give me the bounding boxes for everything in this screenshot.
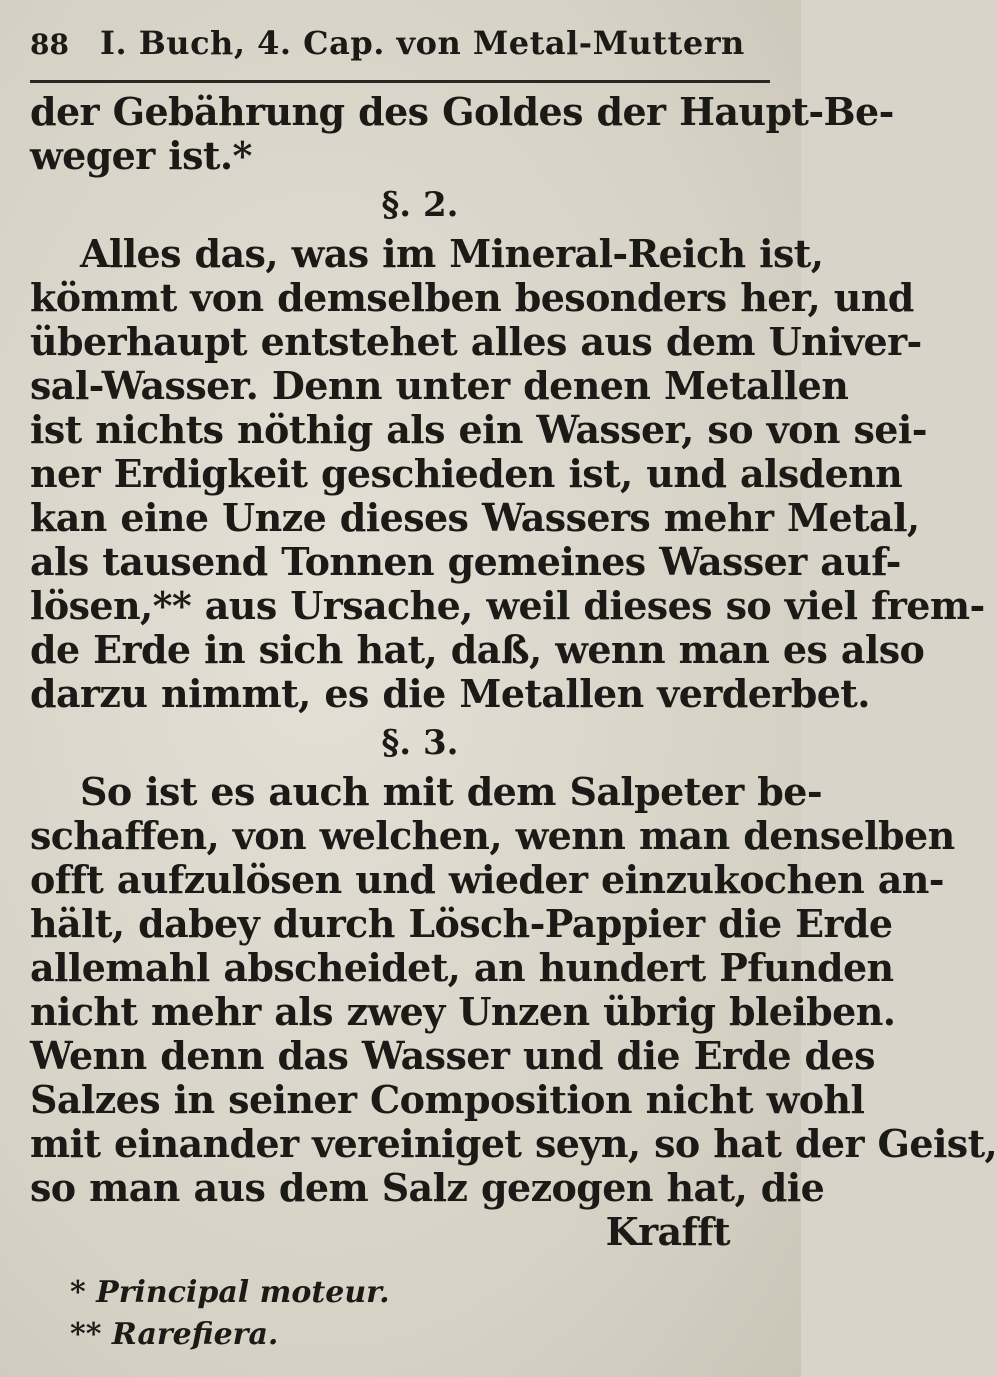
page-number: 88 xyxy=(30,28,69,61)
text-line: sal-Wasser. Denn unter denen Metallen xyxy=(30,363,849,408)
text-line: Wenn denn das Wasser und die Erde des xyxy=(30,1033,875,1078)
catchword: Krafft xyxy=(605,1209,730,1254)
text-line: Salzes in seiner Composition nicht wohl xyxy=(30,1077,865,1122)
text-line: kan eine Unze dieses Wassers mehr Metal, xyxy=(30,495,920,540)
text-line: darzu nimmt, es die Metallen verderbet. xyxy=(30,671,870,716)
text-line: ist nichts nöthig als ein Wasser, so von sei- xyxy=(30,407,927,452)
text-line: schaffen, von welchen, wenn man denselben xyxy=(30,813,955,858)
footnote: * Principal moteur. xyxy=(70,1275,390,1310)
footnotes xyxy=(70,1272,670,1356)
footnote: ** Rarefiera. xyxy=(70,1317,279,1352)
text-line: lösen,** aus Ursache, weil dieses so viel frem- xyxy=(30,583,985,628)
text-line: als tausend Tonnen gemeines Wasser auf- xyxy=(30,539,901,584)
running-head xyxy=(30,14,770,76)
text-line: offt aufzulösen und wieder einzukochen an- xyxy=(30,857,944,902)
text-line: kömmt von demselben besonders her, und xyxy=(30,275,914,320)
body-text xyxy=(30,89,997,1254)
text-line: der Gebährung des Goldes der Haupt-Be- xyxy=(30,89,894,134)
text-line: ner Erdigkeit geschieden ist, und alsdenn xyxy=(30,451,903,496)
text-line: nicht mehr als zwey Unzen übrig bleiben. xyxy=(30,989,896,1034)
text-line: weger ist.* xyxy=(30,133,252,178)
text-line: So ist es auch mit dem Salpeter be- xyxy=(80,769,823,814)
section-heading: §. 3. xyxy=(381,723,459,763)
header-rule xyxy=(30,80,770,83)
text-line: allemahl abscheidet, an hundert Pfunden xyxy=(30,945,894,990)
text-line: überhaupt entstehet alles aus dem Univer- xyxy=(30,319,922,364)
section-heading: §. 2. xyxy=(381,185,459,225)
text-line: hält, dabey durch Lösch-Pappier die Erde xyxy=(30,901,893,946)
text-line: Alles das, was im Mineral-Reich ist, xyxy=(80,231,824,276)
running-title: I. Buch, 4. Cap. von Metal-Muttern xyxy=(100,24,745,62)
text-line: de Erde in sich hat, daß, wenn man es also xyxy=(30,627,925,672)
text-line: mit einander vereiniget seyn, so hat der Geist, xyxy=(30,1121,997,1166)
text-line: so man aus dem Salz gezogen hat, die xyxy=(30,1165,825,1210)
